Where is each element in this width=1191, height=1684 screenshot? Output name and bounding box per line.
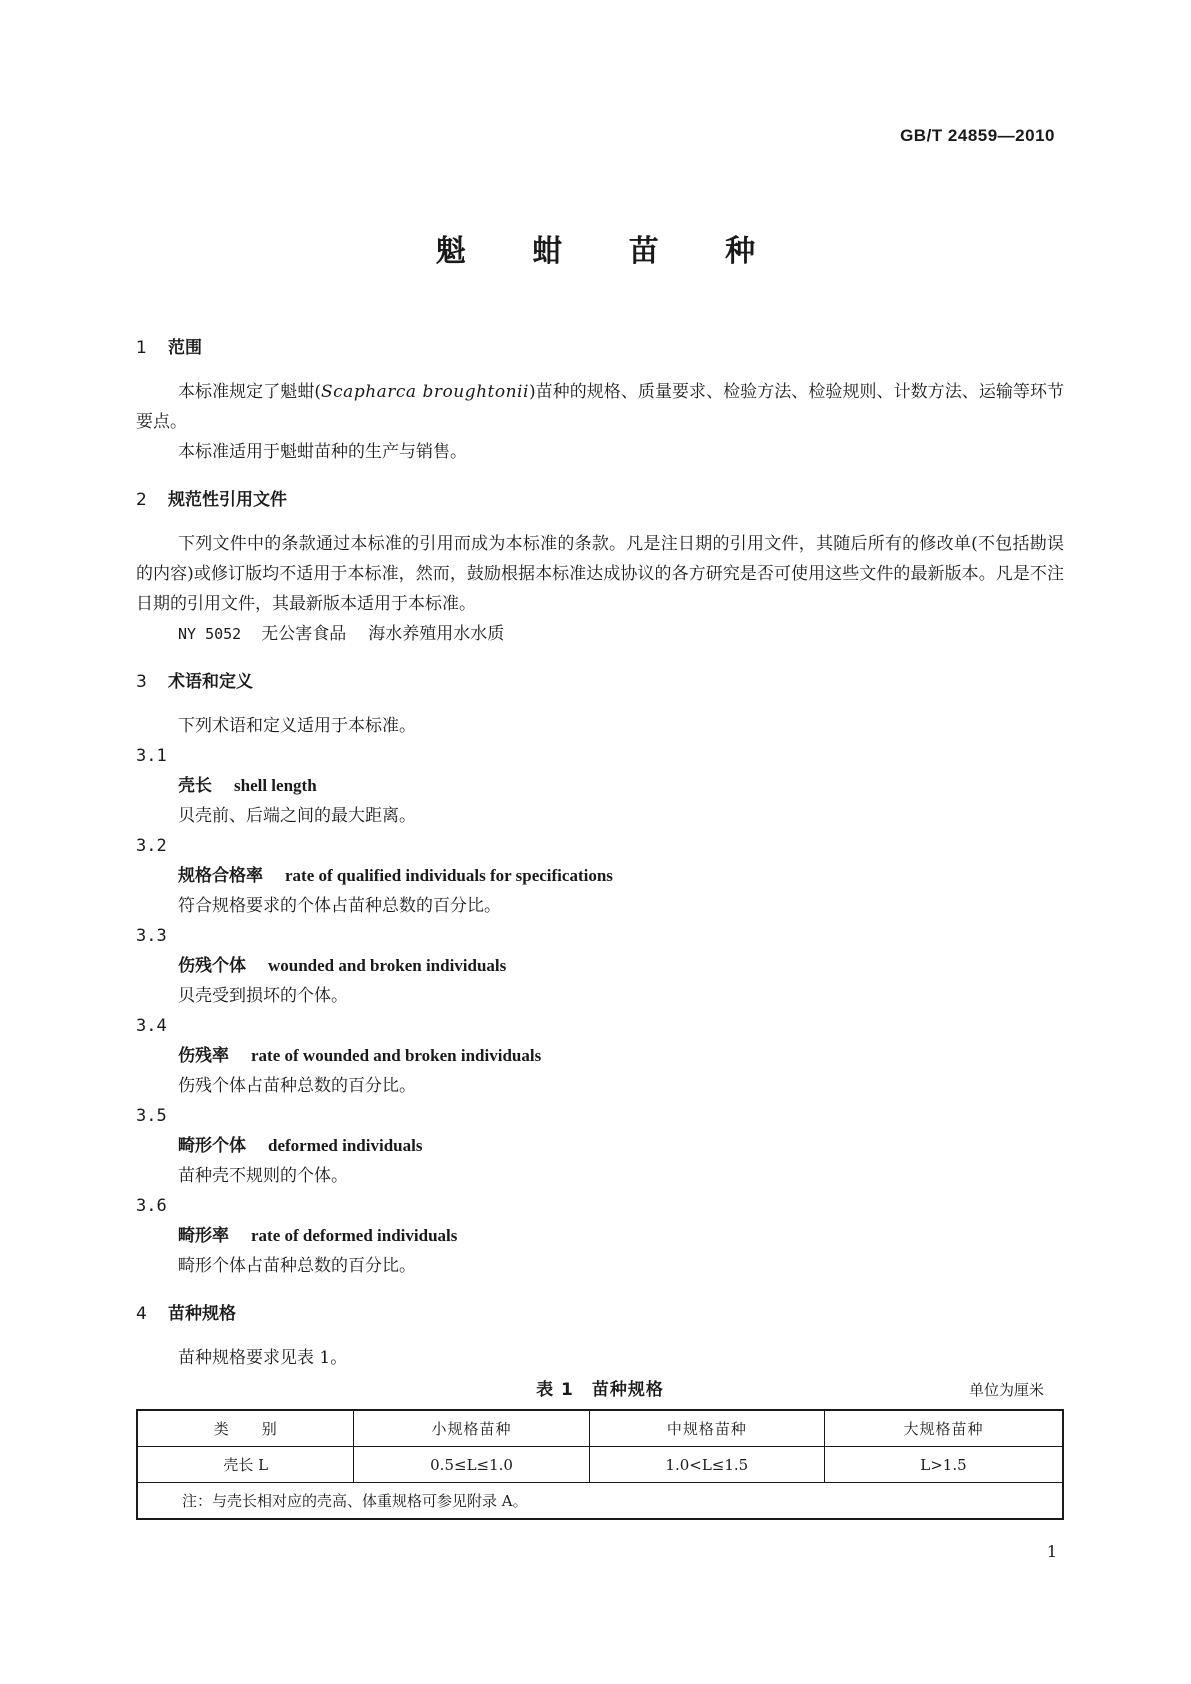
term-heading [136, 1221, 1064, 1251]
table-cell: L>1.5 [824, 1447, 1063, 1483]
section-3-heading [136, 667, 1064, 697]
term-heading [136, 1131, 1064, 1161]
term-definition: 苗种壳不规则的个体。 [178, 1166, 348, 1186]
page-number: 1 [1046, 1542, 1057, 1561]
table-note-row [137, 1483, 1063, 1520]
term-en: wounded and broken individuals [268, 956, 507, 975]
term-en: rate of wounded and broken individuals [251, 1046, 542, 1065]
term-heading [136, 861, 1064, 891]
term-definition: 贝壳受到损坏的个体。 [178, 986, 348, 1006]
term-en: shell length [234, 776, 317, 795]
section-number: 2 [136, 490, 147, 510]
table-header-cell: 类 别 [137, 1410, 354, 1447]
term-definition: 畸形个体占苗种总数的百分比。 [178, 1256, 416, 1276]
reference-title-part-2: 海水养殖用水水质 [368, 624, 505, 644]
term-en: rate of qualified individuals for specifications [285, 866, 613, 885]
section-number: 3 [136, 672, 147, 692]
section-title: 苗种规格 [168, 1304, 236, 1324]
table-cell: 1.0<L≤1.5 [589, 1447, 824, 1483]
term-number: 3.6 [136, 1196, 167, 1216]
table-cell: 壳长 L [137, 1447, 354, 1483]
species-latin-name: Scapharca broughtonii [321, 382, 529, 402]
scope-paragraph-2: 本标准适用于魁蚶苗种的生产与销售。 [178, 442, 467, 462]
section-title: 规范性引用文件 [168, 490, 287, 510]
term-zh: 规格合格率 [178, 866, 263, 886]
document-title: 魁 蚶 苗 种 [435, 234, 784, 269]
term-zh: 畸形个体 [178, 1136, 246, 1156]
section-title: 范围 [168, 338, 202, 358]
section-number: 1 [136, 338, 147, 358]
table-caption-row [136, 1375, 1064, 1405]
term-zh: 壳长 [178, 776, 212, 796]
references-paragraph: 下列文件中的条款通过本标准的引用而成为本标准的条款。凡是注日期的引用文件，其随后所有的修改单(不包括勘误的内容)或修订版均不适用于本标准，然而，鼓励根据本标准达成协议的各方研究是否可使用这些文件的最新版本。凡是不注日期的引用文件，其最新版本适用于本标准。 [136, 534, 1064, 614]
spec-paragraph: 苗种规格要求见表 1。 [178, 1348, 348, 1368]
term-en: rate of deformed individuals [251, 1226, 458, 1245]
scope-text-b: )苗种的规格、质量要求、检验方法、检验规则、计数方法、运输等环节要点。 [136, 382, 1064, 432]
term-en: deformed individuals [268, 1136, 423, 1155]
table-caption: 表 1 苗种规格 [536, 1380, 664, 1400]
document-body [136, 333, 1064, 1520]
term-zh: 伤残个体 [178, 956, 246, 976]
section-title: 术语和定义 [168, 672, 253, 692]
table-unit: 单位为厘米 [968, 1381, 1044, 1399]
term-number: 3.5 [136, 1106, 167, 1126]
term-number: 3.1 [136, 746, 167, 766]
standard-code: GB/T 24859—2010 [900, 126, 1055, 145]
table-header-cell: 小规格苗种 [354, 1410, 589, 1447]
term-zh: 伤残率 [178, 1046, 229, 1066]
reference-title-part-1: 无公害食品 [261, 624, 347, 644]
term-zh: 畸形率 [178, 1226, 229, 1246]
spec-table [136, 1409, 1064, 1520]
table-header-cell: 中规格苗种 [589, 1410, 824, 1447]
term-heading [136, 771, 1064, 801]
term-number: 3.3 [136, 926, 167, 946]
section-number: 4 [136, 1304, 147, 1324]
table-cell: 0.5≤L≤1.0 [354, 1447, 589, 1483]
term-heading [136, 1041, 1064, 1071]
term-definition: 贝壳前、后端之间的最大距离。 [178, 806, 416, 826]
terms-intro: 下列术语和定义适用于本标准。 [178, 716, 416, 736]
reference-item [136, 619, 1064, 649]
reference-code: NY 5052 [178, 625, 242, 643]
table-header-cell: 大规格苗种 [824, 1410, 1063, 1447]
term-heading [136, 951, 1064, 981]
section-1-heading [136, 333, 1064, 363]
term-number: 3.2 [136, 836, 167, 856]
table-row [137, 1447, 1063, 1483]
scope-paragraph-1 [136, 377, 1064, 437]
table-header-row [137, 1410, 1063, 1447]
scope-text-a: 本标准规定了魁蚶( [178, 382, 322, 402]
term-number: 3.4 [136, 1016, 167, 1036]
section-2-heading [136, 485, 1064, 515]
term-definition: 伤残个体占苗种总数的百分比。 [178, 1076, 416, 1096]
table-note: 注：与壳长相对应的壳高、体重规格可参见附录 A。 [137, 1483, 1063, 1520]
term-definition: 符合规格要求的个体占苗种总数的百分比。 [178, 896, 501, 916]
section-4-heading [136, 1299, 1064, 1329]
